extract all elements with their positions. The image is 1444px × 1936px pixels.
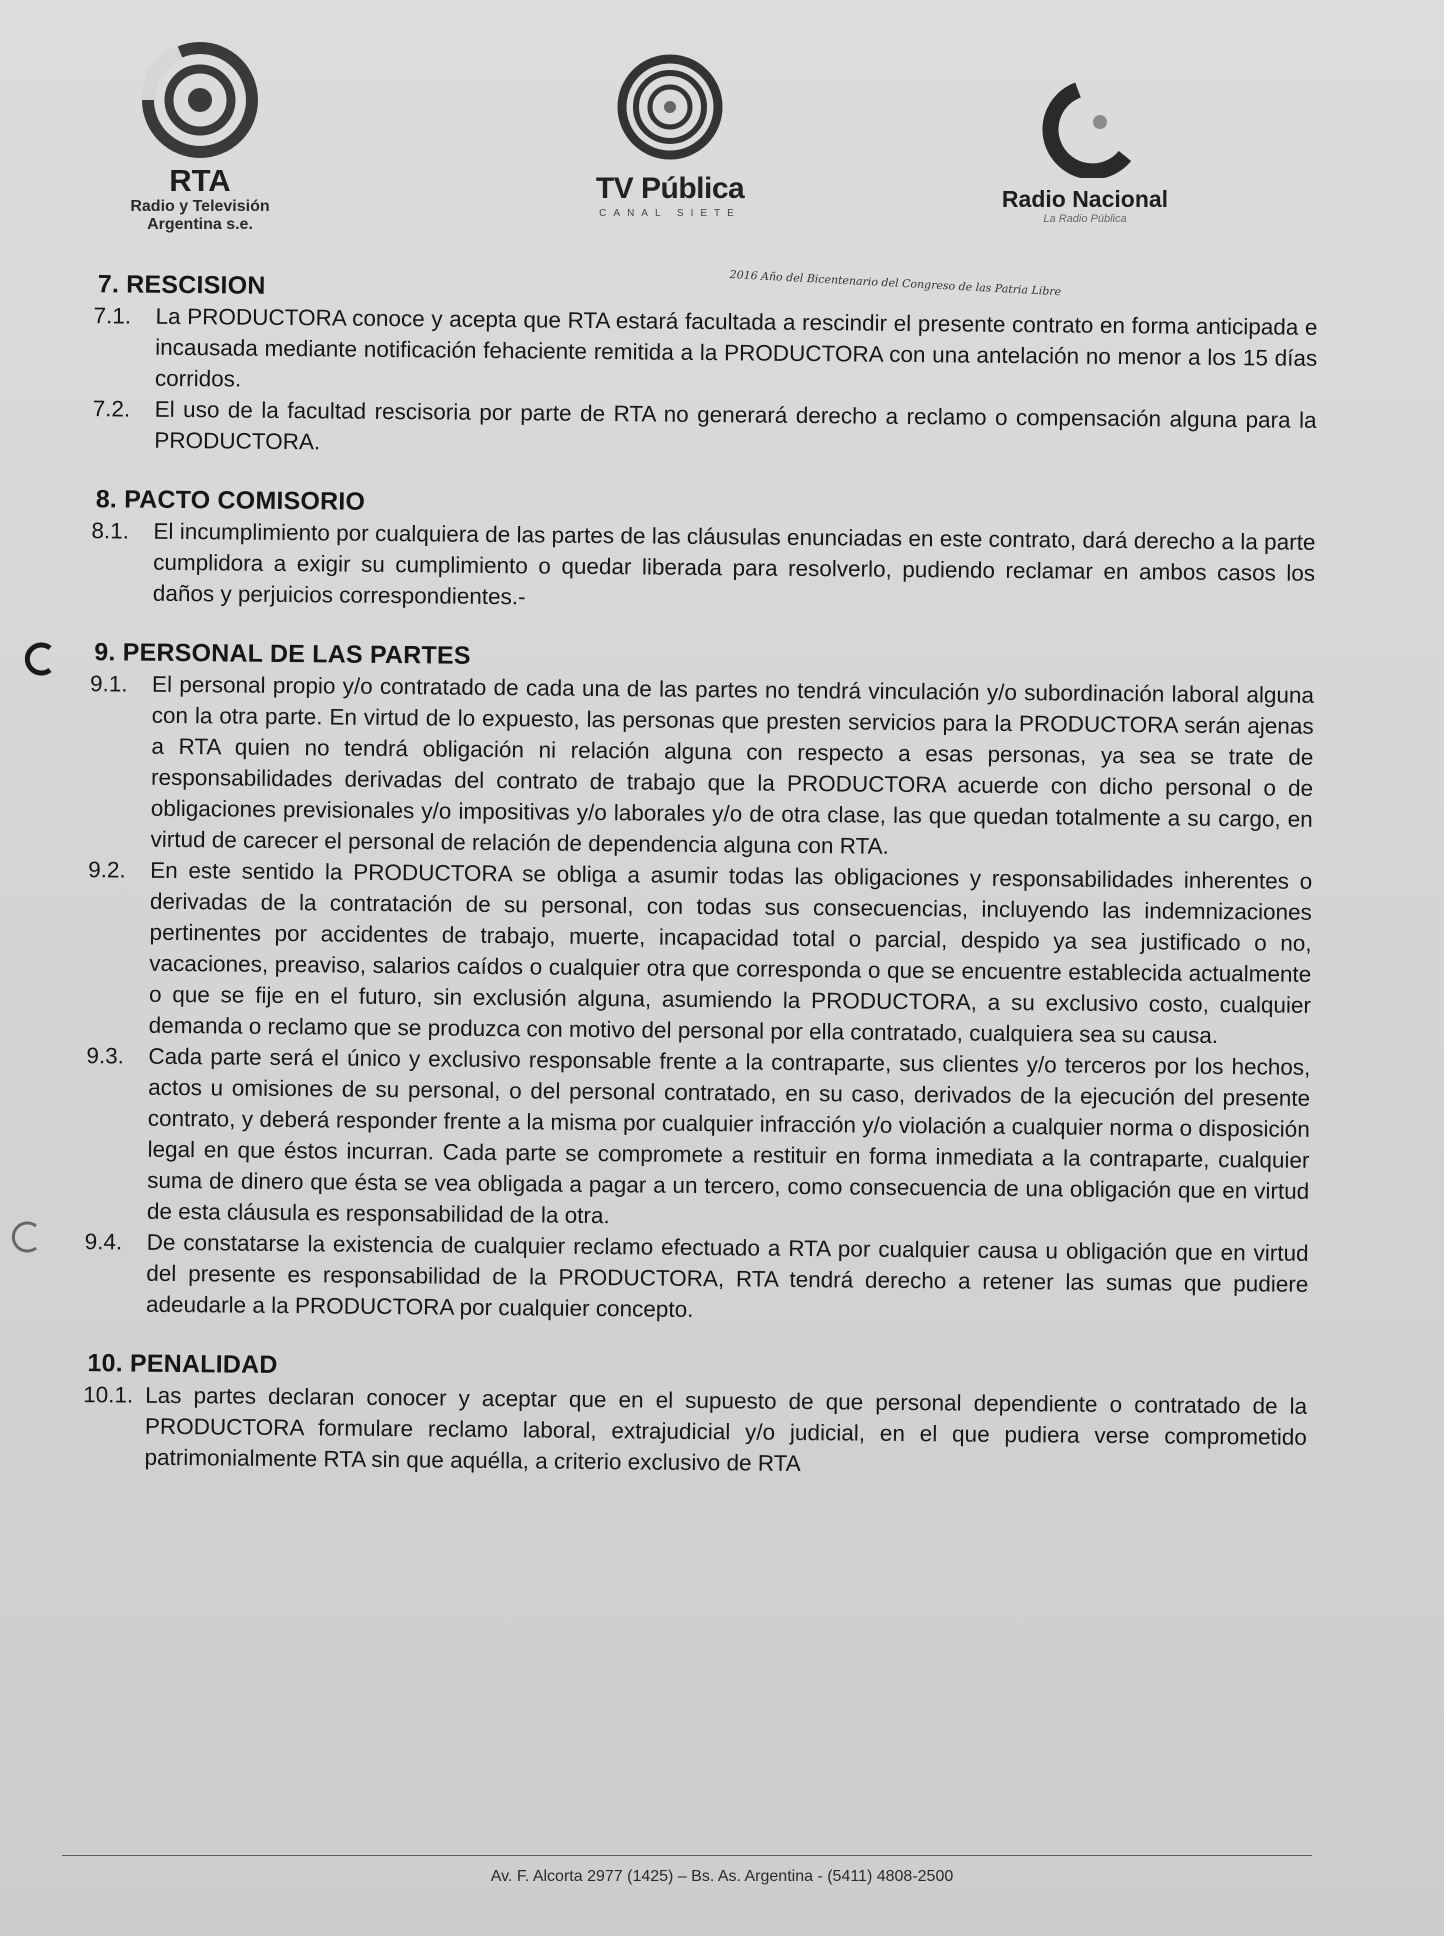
clause-9-1 xyxy=(70,668,1314,866)
section-title: 8. PACTO COMISORIO xyxy=(95,485,366,516)
section-pacto-comisorio xyxy=(73,483,1316,620)
clause-text: El uso de la facultad rescisoria por parte de RTA no generará derecho a reclamo o compensación alguna para la PRODUCTORA. xyxy=(154,396,1317,455)
rta-logo-sub1: Radio y Televisión xyxy=(130,198,270,215)
clause-9-2 xyxy=(69,854,1313,1052)
clause-text: Las partes declaran conocer y aceptar que en el supuesto de que personal dependiente o contratado de la PRODUCTORA formulare reclamo laboral, extrajudicial y/o judicial, en el que pudiera verse comprometido patrimonialmente RTA sin que aquélla, a criterio exclusivo de RTA xyxy=(144,1382,1308,1477)
clause-number: 9.3. xyxy=(86,1043,125,1069)
clause-text: El personal propio y/o contratado de cada una de las partes no tendrá vinculación y/o subordinación laboral alguna con la otra parte. En virtud de lo expuesto, las personas que presten servicios para la PRODUCTORA serán ajenas a RTA quien no tendrá obligación ni relación alguna con respecto a esas personas, ya sea se trate de responsabilidades derivadas del contrato de trabajo que la PRODUCTORA acuerde con dicho personal o de obligaciones previsionales y/o impositivas y/o laborales y/o de otra clase, las que quedan totalmente a su cargo, en virtud de carecer el personal de relación de dependencia alguna con RTA. xyxy=(150,671,1315,859)
clause-number: 7.2. xyxy=(92,396,131,422)
clause-7-1 xyxy=(75,300,1318,405)
section-personal-partes xyxy=(66,636,1314,1331)
tv-publica-logo xyxy=(585,52,755,219)
radio-nacional-emblem-icon xyxy=(1030,78,1140,178)
clause-number: 8.1. xyxy=(91,518,130,544)
radio-nacional-logo-name: Radio Nacional xyxy=(1001,186,1169,212)
radio-nacional-logo-sub: La Radio Pública xyxy=(1043,213,1127,225)
clause-7-2 xyxy=(74,393,1317,467)
clause-text: La PRODUCTORA conoce y acepta que RTA estará facultada a rescindir el presente contrato en forma anticipada e incausada mediante notificación fehaciente remitida a la PRODUCTORA con una antelación no menor a los 15 días corridos. xyxy=(154,303,1318,392)
radio-nacional-logo xyxy=(975,78,1195,225)
tv-publica-emblem-icon xyxy=(615,52,725,162)
clause-9-4 xyxy=(66,1226,1309,1331)
tv-publica-logo-name: TV Pública xyxy=(595,172,745,205)
clause-text: El incumplimiento por cualquiera de las partes de las cláusulas enunciadas en este contrato, dará derecho a la parte cumplidora a exigir su cumplimiento o quedar liberada para resolverlo, pudiendo reclamar en ambos casos los daños y perjuicios correspondientes.- xyxy=(152,518,1316,610)
section-rescision xyxy=(74,268,1318,467)
rta-logo-name: RTA xyxy=(169,163,231,198)
clause-8-1 xyxy=(73,515,1316,620)
clause-number: 9.2. xyxy=(88,857,126,883)
section-title: 10. PENALIDAD xyxy=(87,1349,278,1379)
section-penalidad xyxy=(64,1347,1307,1484)
header-motto: 2016 Año del Bicentenario del Congreso de las Patria Libre xyxy=(729,268,1062,299)
clause-9-3 xyxy=(67,1040,1311,1238)
section-title: 7. RESCISION xyxy=(97,270,266,300)
rta-logo xyxy=(105,40,295,234)
footer-address: Av. F. Alcorta 2977 (1425) – Bs. As. Argentina - (5411) 4808-2500 xyxy=(490,1868,954,1885)
clause-number: 9.1. xyxy=(89,671,128,697)
clause-number: 7.1. xyxy=(93,303,132,329)
clause-number: 9.4. xyxy=(84,1229,123,1255)
rta-logo-sub2: Argentina s.e. xyxy=(147,216,253,233)
punch-hole-mark-icon xyxy=(22,640,58,676)
clause-number: 10.1. xyxy=(83,1382,134,1408)
clause-10-1 xyxy=(64,1379,1307,1484)
punch-hole-mark-icon xyxy=(8,1218,44,1254)
clause-text: Cada parte será el único y exclusivo responsable frente a la contraparte, sus clientes y/o terceros por los hechos, actos u omisiones de su personal, o del personal contratado, en su caso, derivados de la ejecución del presente contrato, y deberá responder frente a la misma por cualquier infracción y/o violación a cualquier norma o disposición legal en que éstos incurran. Cada parte se compromete a restituir en forma inmediata a la contraparte, cualquier suma de dinero que ésta se vea obligada a pagar a un tercero, como consecuencia de una obligación que en virtud de esta cláusula es responsabilidad de la otra. xyxy=(146,1043,1311,1229)
footer-divider xyxy=(62,1855,1312,1856)
rta-emblem-icon xyxy=(140,40,260,160)
tv-publica-logo-sub: CANAL SIETE xyxy=(599,208,741,219)
document-body xyxy=(64,268,1318,1484)
section-title: 9. PERSONAL DE LAS PARTES xyxy=(94,638,471,670)
clause-text: En este sentido la PRODUCTORA se obliga a asumir todas las obligaciones y responsabilidades inherentes o derivadas de la contratación de su personal, con todas sus consecuencias, incluyendo las indemnizaciones pertinentes por accidentes de trabajo, muerte, incapacidad total o parcial, despido ya sea justificado o no, vacaciones, preaviso, salarios caídos o cualquier otra que corresponda o que se encuentre establecida actualmente o que se fije en el futuro, sin exclusión alguna, asumiendo la PRODUCTORA, a su exclusivo costo, cualquier demanda o reclamo que se produzca con motivo del personal por ella contratado, cualquiera sea su causa. xyxy=(148,857,1313,1048)
clause-text: De constatarse la existencia de cualquier reclamo efectuado a RTA por cualquier causa u obligación que en virtud del presente es responsabilidad de la PRODUCTORA, RTA tendrá derecho a retener las sumas que pudiere adeudarle a la PRODUCTORA por cualquier concepto. xyxy=(145,1229,1309,1322)
